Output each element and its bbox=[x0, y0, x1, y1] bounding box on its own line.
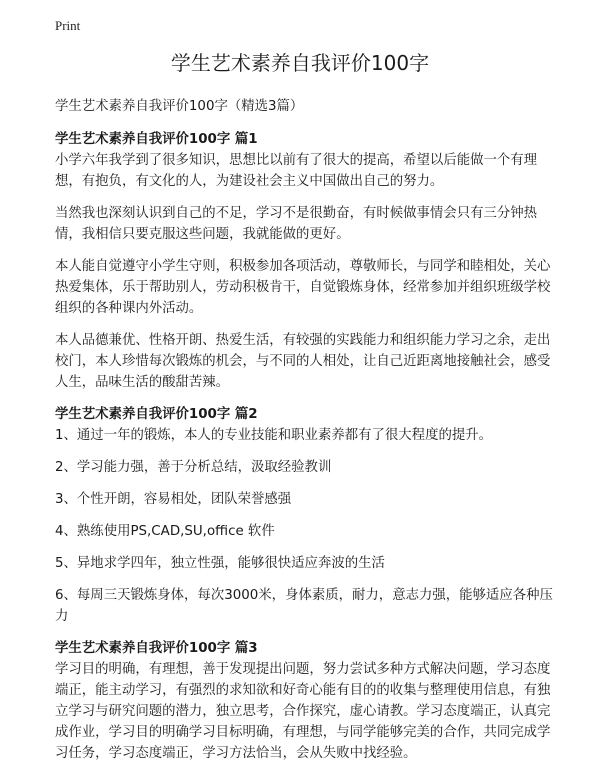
paragraph: 本人品德兼优、性格开朗、热爱生活，有较强的实践能力和组织能力学习之余，走出校门，本人珍惜每次锻炼的机会，与不同的人相处，让自己近距离地接触社会，感受人生，品味生活的酸甜苦辣。 bbox=[55, 333, 551, 390]
list-item: 3、个性开朗，容易相处，团队荣誉感强 bbox=[55, 492, 292, 507]
document-body bbox=[55, 96, 555, 775]
section-heading: 学生艺术素养自我评价100字 篇2 bbox=[55, 407, 258, 422]
list-item: 4、熟练使用PS,CAD,SU,office 软件 bbox=[55, 524, 275, 539]
list-item: 1、通过一年的锻炼，本人的专业技能和职业素养都有了很大程度的提升。 bbox=[55, 428, 493, 443]
document-subtitle: 学生艺术素养自我评价100字（精选3篇） bbox=[55, 99, 304, 114]
section-heading: 学生艺术素养自我评价100字 篇1 bbox=[55, 132, 258, 147]
list-item: 6、每周三天锻炼身体，每次3000米，身体素质，耐力，意志力强，能够适应各种压力 bbox=[55, 588, 553, 624]
paragraph: 当然我也深刻认识到自己的不足，学习不是很勤奋，有时候做事情会只有三分钟热情，我相信只要克服这些问题，我就能做的更好。 bbox=[55, 206, 538, 242]
paragraph: 小学六年我学到了很多知识，思想比以前有了很大的提高，希望以后能做一个有理想，有抱负，有文化的人，为建设社会主义中国做出自己的努力。 bbox=[55, 153, 538, 189]
list-item: 5、异地求学四年，独立性强，能够很快适应奔波的生活 bbox=[55, 556, 385, 571]
section-heading: 学生艺术素养自我评价100字 篇3 bbox=[55, 641, 258, 656]
list-item: 2、学习能力强，善于分析总结，汲取经验教训 bbox=[55, 460, 332, 475]
paragraph: 本人能自觉遵守小学生守则，积极参加各项活动，尊敬师长，与同学和睦相处，关心热爱集体，乐于帮助别人，劳动积极肯干，自觉锻炼身体，经常参加并组织班级学校组织的各种课内外活动。 bbox=[55, 259, 551, 316]
page-title: 学生艺术素养自我评价100字 bbox=[170, 51, 430, 75]
print-link[interactable]: Print bbox=[55, 18, 81, 33]
paragraph: 学习目的明确，有理想，善于发现提出问题，努力尝试多种方式解决问题，学习态度端正，能主动学习，有强烈的求知欲和好奇心能有目的的收集与整理使用信息，有独立学习与研究问题的潜力，独立思考，合作探究，虚心请教。学习态度端正，认真完成作业，学习目的明确学习目标明确，有理想，与同学能够完美的合作，共同完成学习任务，学习态度端正，学习方法恰当，会从失败中找经验。 bbox=[55, 662, 551, 761]
